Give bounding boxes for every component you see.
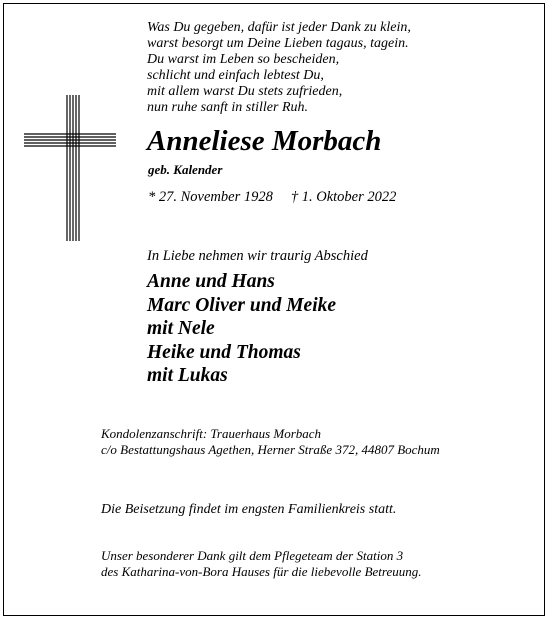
condolence-line: c/o Bestattungshaus Agethen, Herner Straße 372, 44807 Bochum bbox=[101, 442, 440, 457]
mourner-name: Anne und Hans bbox=[147, 271, 275, 292]
mourner-name: mit Nele bbox=[147, 318, 215, 339]
poem-line: schlicht und einfach lebtest Du, bbox=[147, 68, 324, 83]
poem-line: Was Du gegeben, dafür ist jeder Dank zu klein, bbox=[147, 20, 411, 35]
life-dates bbox=[148, 188, 396, 206]
cross-icon bbox=[22, 93, 118, 243]
thanks-line: Unser besonderer Dank gilt dem Pflegeteam der Station 3 bbox=[101, 548, 404, 563]
cross-vertical-bar bbox=[67, 95, 79, 241]
poem bbox=[147, 20, 411, 116]
mourner-name: Heike und Thomas bbox=[147, 341, 301, 363]
birth-date: * 27. November 1928 bbox=[148, 189, 273, 205]
condolence-line: Kondolenzanschrift: Trauerhaus Morbach bbox=[101, 426, 322, 441]
mourners-list bbox=[147, 270, 336, 388]
death-date: † 1. Oktober 2022 bbox=[290, 189, 397, 205]
mourner-name: Marc Oliver und Meike bbox=[147, 294, 337, 316]
thanks-note bbox=[101, 548, 422, 580]
poem-line: mit allem warst Du stets zufrieden, bbox=[147, 84, 343, 99]
poem-line: nun ruhe sanft in stiller Ruh. bbox=[147, 100, 308, 115]
thanks-line: des Katharina-von-Bora Hauses für die liebevolle Betreuung. bbox=[101, 564, 422, 579]
maiden-name: geb. Kalender bbox=[148, 162, 223, 177]
mourning-intro: In Liebe nehmen wir traurig Abschied bbox=[147, 248, 368, 264]
condolence-address bbox=[101, 426, 440, 458]
poem-line: warst besorgt um Deine Lieben tagaus, tagein. bbox=[147, 36, 409, 51]
poem-line: Du warst im Leben so bescheiden, bbox=[147, 52, 340, 67]
mourner-name: mit Lukas bbox=[147, 365, 228, 386]
deceased-name: Anneliese Morbach bbox=[147, 125, 382, 157]
funeral-note: Die Beisetzung findet im engsten Familienkreis statt. bbox=[101, 502, 397, 517]
